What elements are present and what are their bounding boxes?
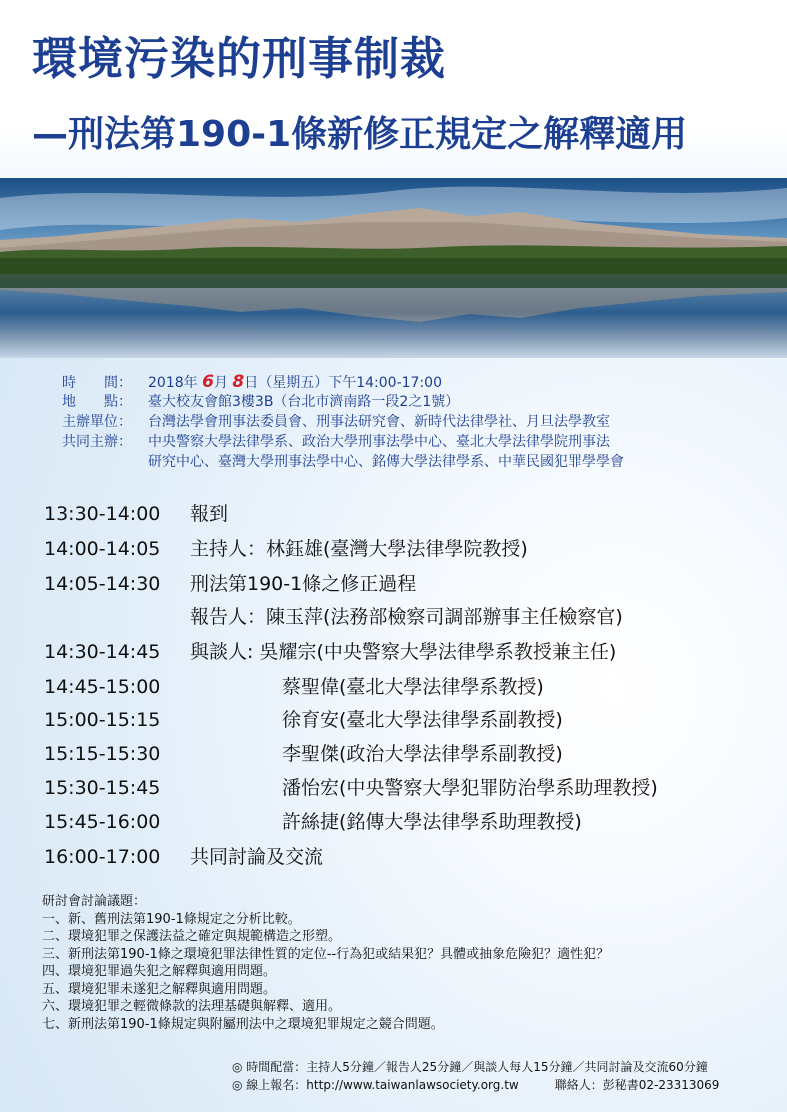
page-subtitle: —刑法第190-1條新修正規定之解釋適用 xyxy=(32,114,688,155)
topics-heading: 研討會討論議題： xyxy=(42,894,147,909)
info-cohost-row-2 xyxy=(62,452,624,472)
topic-item: 三、新刑法第190-1條之環境犯罪法律性質的定位--行為犯或結果犯？具體或抽象危險犯？適性犯？ xyxy=(42,946,610,962)
schedule-item: 李聖傑(政治大學法律學系副教授) xyxy=(282,743,563,765)
topic-item: 六、環境犯罪之輕微條款的法理基礎與解釋、適用。 xyxy=(42,999,342,1014)
landscape-photo xyxy=(0,178,787,358)
schedule-item: 徐育安(臺北大學法律學系副教授) xyxy=(282,709,563,731)
time-allocation-note: ◎ 時間配當：主持人5分鐘／報告人25分鐘／與談人每人15分鐘／共同討論及交流60分鐘 xyxy=(232,1060,708,1074)
event-info xyxy=(62,372,624,472)
cohost-label: 共同主辦： xyxy=(62,434,132,450)
footer-notes xyxy=(232,1058,719,1094)
schedule-time: 15:15-15:30 xyxy=(44,743,161,765)
time-suffix: 日（星期五）下午14:00-17:00 xyxy=(244,375,442,391)
schedule-item: 與談人: 吳耀宗(中央警察大學法律學系教授兼主任) xyxy=(190,641,617,663)
schedule-time: 15:30-15:45 xyxy=(44,777,161,799)
info-cohost-row xyxy=(62,432,624,452)
host-label: 主辦單位： xyxy=(62,414,132,430)
page-title: 環境污染的刑事制裁 xyxy=(32,32,447,85)
schedule-time: 15:00-15:15 xyxy=(44,709,161,731)
schedule-time: 14:30-14:45 xyxy=(44,641,161,663)
registration-note xyxy=(232,1076,719,1094)
schedule-time: 16:00-17:00 xyxy=(44,846,161,868)
schedule-time: 15:45-16:00 xyxy=(44,811,161,833)
registration-label: ◎ 線上報名： xyxy=(232,1078,307,1092)
schedule-item: 主持人：林鈺雄(臺灣大學法律學院教授) xyxy=(190,538,528,560)
topic-item: 一、新、舊刑法第190-1條規定之分析比較。 xyxy=(42,911,301,927)
info-place-row xyxy=(62,392,624,412)
registration-link[interactable]: http://www.taiwanlawsociety.org.tw xyxy=(306,1078,519,1092)
schedule-item: 刑法第190-1條之修正過程 xyxy=(190,573,417,595)
topic-item: 七、新刑法第190-1條規定與附屬刑法中之環境犯罪規定之競合問題。 xyxy=(42,1016,444,1032)
header xyxy=(0,0,787,178)
schedule-item: 許絲捷(銘傳大學法律學系助理教授) xyxy=(282,811,582,833)
schedule-time: 13:30-14:00 xyxy=(44,503,161,525)
schedule-time: 14:45-15:00 xyxy=(44,676,161,698)
topic-item: 二、環境犯罪之保護法益之確定與規範構造之形塑。 xyxy=(42,929,342,944)
schedule-time: 14:05-14:30 xyxy=(44,573,161,595)
info-host-row xyxy=(62,412,624,432)
schedule-item: 報告人：陳玉萍(法務部檢察司調部辦事主任檢察官) xyxy=(190,606,623,628)
place-value: 臺大校友會館3樓3B（台北市濟南路一段2之1號） xyxy=(148,394,460,410)
schedule-item: 潘怡宏(中央警察大學犯罪防治學系助理教授) xyxy=(282,777,658,799)
cohost-value-line1: 中央警察大學法律學系、政治大學刑事法學中心、臺北大學法律學院刑事法 xyxy=(148,434,610,450)
info-time-row xyxy=(62,372,624,392)
host-value: 台灣法學會刑事法委員會、刑事法研究會、新時代法律學社、月旦法學教室 xyxy=(148,414,610,430)
time-day: 8 xyxy=(232,372,245,392)
schedule-item: 報到 xyxy=(190,503,229,525)
schedule-item: 共同討論及交流 xyxy=(190,846,324,868)
topic-item: 四、環境犯罪過失犯之解釋與適用問題。 xyxy=(42,964,277,979)
time-label: 時 間： xyxy=(62,375,132,391)
place-label: 地 點： xyxy=(62,394,132,410)
time-prefix: 2018年 xyxy=(148,375,203,391)
cohost-value-line2: 研究中心、臺灣大學刑事法學中心、銘傳大學法律學系、中華民國犯罪學學會 xyxy=(148,454,624,470)
time-month-unit: 月 xyxy=(213,375,233,391)
schedule-time: 14:00-14:05 xyxy=(44,538,161,560)
schedule-item: 蔡聖偉(臺北大學法律學系教授) xyxy=(282,676,544,698)
time-month: 6 xyxy=(202,372,214,392)
discussion-topics xyxy=(42,893,609,1033)
topic-item: 五、環境犯罪未遂犯之解釋與適用問題。 xyxy=(42,981,277,997)
contact-info: 聯絡人：彭秘書02-23313069 xyxy=(554,1078,720,1092)
